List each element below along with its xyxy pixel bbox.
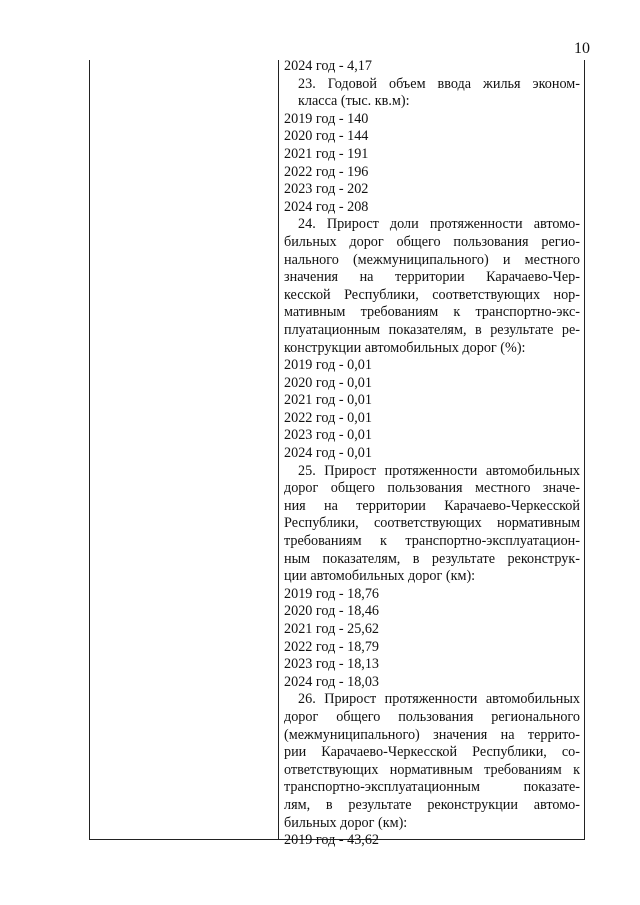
text-line: 2022 год - 196 [284, 163, 369, 180]
text-line: 25. Прирост протяженности автомобильных [298, 462, 580, 479]
text-line: мативным требованиям к транспортно-экс- [284, 304, 580, 321]
indicators-cell [284, 58, 580, 850]
text-line: дорог общего пользования местного значе- [284, 480, 580, 497]
text-line: Республики, соответствующих нормативным [284, 515, 580, 532]
text-line: значения на территории Карачаево-Чер- [284, 269, 580, 286]
text-line: ным показателям, в результате реконструк- [284, 550, 580, 567]
text-line: рии Карачаево-Черкесской Республики, со- [284, 744, 580, 761]
column-divider [278, 60, 279, 839]
text-line: 2019 год - 0,01 [284, 357, 372, 374]
text-line: ответствующих нормативным требованиям к [284, 761, 580, 778]
text-line: 2021 год - 0,01 [284, 392, 372, 409]
text-line: 2021 год - 25,62 [284, 621, 380, 637]
text-line: 26. Прирост протяженности автомобильных [298, 691, 580, 708]
text-line: требованиям к транспортно-эксплуатацион- [284, 533, 580, 550]
text-line: 2019 год - 140 [284, 110, 369, 127]
text-line: 2023 год - 0,01 [284, 427, 372, 444]
text-line: 2023 год - 202 [284, 181, 369, 198]
text-line: лям, в результате реконструкции автомо- [284, 796, 580, 813]
text-line: ции автомобильных дорог (км): [284, 568, 476, 585]
text-line: дорог общего пользования регионального [284, 708, 580, 725]
text-line: 2020 год - 0,01 [284, 374, 372, 391]
text-line: плуатационным показателям, в результате ре- [284, 321, 580, 338]
text-line: бильных дорог общего пользования регио- [284, 233, 580, 250]
text-line: 2019 год - 43,62 [284, 832, 380, 849]
text-line: 24. Прирост доли протяженности автомо- [298, 216, 580, 233]
text-line: 2023 год - 18,13 [284, 656, 380, 673]
text-line: 2022 год - 0,01 [284, 409, 372, 426]
text-line: 2024 год - 208 [284, 198, 369, 215]
text-line: бильных дорог (км): [284, 814, 408, 831]
text-line: транспортно-эксплуатационным показате- [284, 779, 580, 796]
text-line: 2022 год - 18,79 [284, 638, 380, 655]
text-line: 2024 год - 4,17 [284, 58, 372, 74]
text-line: 2024 год - 18,03 [284, 673, 380, 690]
document-table [89, 58, 585, 849]
text-line: 23. Годовой объем ввода жилья эконом- [298, 75, 580, 92]
text-line: ния на территории Карачаево-Черкесской [284, 497, 580, 514]
text-line: 2019 год - 18,76 [284, 585, 380, 602]
text-line: класса (тыс. кв.м): [298, 93, 410, 110]
page-number: 10 [574, 40, 590, 57]
text-line: 2020 год - 18,46 [284, 603, 380, 620]
text-line: кесской Республики, соответствующих нор- [284, 286, 580, 303]
text-line: (межмуниципального) значения на террито- [284, 726, 580, 743]
text-line: конструкции автомобильных дорог (%): [284, 339, 526, 356]
text-line: нального (межмуниципального) и местного [284, 251, 580, 268]
text-line: 2021 год - 191 [284, 145, 369, 162]
text-line: 2020 год - 144 [284, 128, 369, 145]
text-line: 2024 год - 0,01 [284, 445, 372, 462]
